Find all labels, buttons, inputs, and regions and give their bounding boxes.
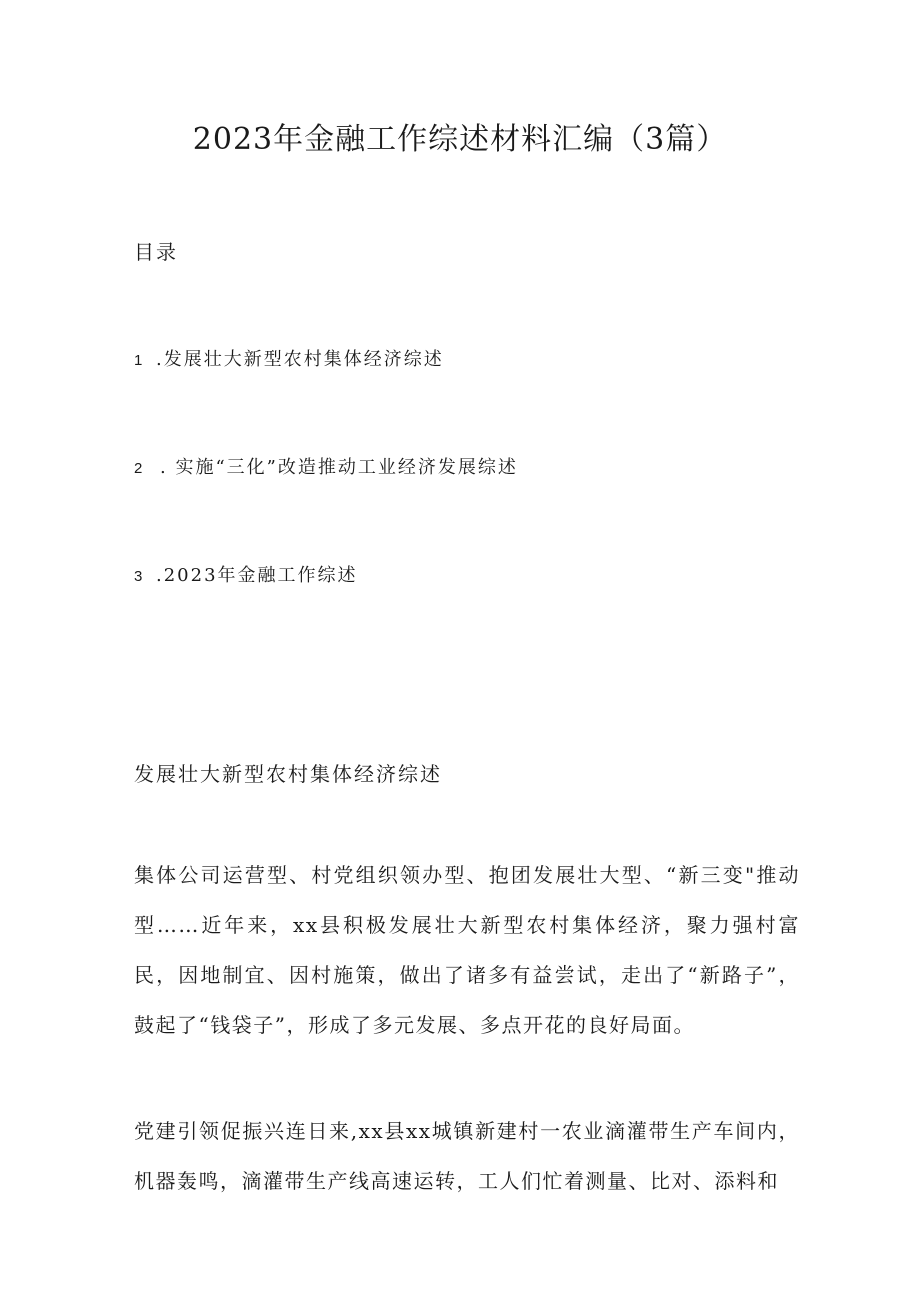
toc-item-text: .发展壮大新型农村集体经济综述: [156, 349, 444, 370]
toc-item-number: 3: [134, 568, 145, 585]
body-paragraph: 党建引领促振兴连日来,xx县xx城镇新建村一农业滴灌带生产车间内，机器轰鸣，滴灌带生产线高速运转，工人们忙着测量、比对、添料和: [134, 1119, 800, 1193]
toc-heading: 目录: [134, 240, 178, 264]
section-heading: 发展壮大新型农村集体经济综述: [134, 762, 442, 786]
document-title: 2023年金融工作综述材料汇编（3篇）: [192, 122, 728, 157]
toc-item: [134, 346, 444, 375]
toc-item-text: .2023年金融工作综述: [156, 565, 358, 586]
body-paragraph: 集体公司运营型、村党组织领办型、抱团发展壮大型、“新三变"推动型……近年来，xx县积极发展壮大新型农村集体经济，聚力强村富民，因地制宜、因村施策，做出了诸多有益尝试，走出了“新路子”，鼓起了“钱袋子”，形成了多元发展、多点开花的良好局面。: [134, 863, 800, 1037]
toc-item-number: 2: [134, 460, 145, 477]
toc-item: [134, 454, 518, 483]
toc-item-text: . 实施“三化”改造推动工业经济发展综述: [160, 457, 518, 478]
toc-item: [134, 562, 358, 591]
toc-item-number: 1: [134, 352, 145, 369]
